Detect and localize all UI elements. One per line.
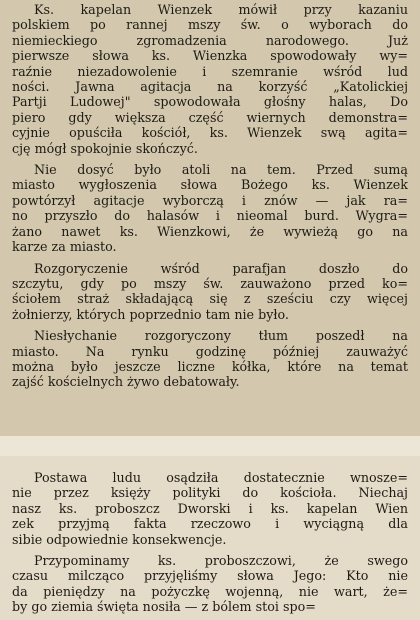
text-line: polskiem po rannej mszy św. o wyborach do <box>12 17 408 33</box>
text-line: niemieckiego zgromadzenia narodowego. Już <box>12 32 408 48</box>
text-line: karze za miasto. <box>12 239 117 255</box>
text-line: nie przez księży polityki do kościoła. Niechaj <box>12 485 408 501</box>
text-line: żano nawet ks. Wienzkowi, że wywieżą go na <box>12 223 408 239</box>
text-line: da pieniędzy na pożyczkę wojenną, nie wart, że= <box>12 583 408 599</box>
text-line: powtórzył agitacje wyborczą i znów — jak ra= <box>12 192 408 208</box>
text-line: czasu milcząco przyjęliśmy słowa Jego: Kto nie <box>12 568 408 584</box>
text-line: Partji Ludowej" spowodowała głośny halas, Do <box>12 94 408 110</box>
text-line: zajść kościelnych żywo debatowały. <box>12 374 240 390</box>
text-line: ściołem straż składającą się z sześciu czy więcej <box>12 291 408 307</box>
text-line: ności. Jawna agitacja na korzyść „Katolickiej <box>12 79 408 95</box>
text-line: Ks. kapelan Wienzek mówił przy kazaniu <box>34 2 408 17</box>
text-line: no przyszło do halasów i nieomal burd. Wygra= <box>12 208 408 224</box>
text-line: pierwsze słowa ks. Wienzka spowodowały wy= <box>12 48 408 64</box>
text-line: raźnie niezadowolenie i szemranie wśród lud <box>12 63 408 79</box>
text-line: można było jeszcze liczne kółka, które na temat <box>12 358 408 374</box>
text-line: Niesłychanie rozgoryczony tłum poszedł na <box>34 328 408 344</box>
text-line: nasz ks. proboszcz Dworski i ks. kapelan Wien <box>12 500 408 516</box>
text-line: sibie odpowiednie konsekwencje. <box>12 531 227 547</box>
text-line: szczytu, gdy po mszy św. zauważono przed ko= <box>12 275 408 291</box>
text-line: zek przyjmą fakta rzeczowo i wyciągną dla <box>12 516 408 532</box>
text-line: miasto wygłoszenia słowa Bożego ks. Wienzek <box>12 177 408 193</box>
clipping-gap <box>0 436 420 456</box>
text-line: piero gdy większa część wiernych demonstra= <box>12 109 408 125</box>
text-line: Postawa ludu osądziła dostatecznie wnosze= <box>34 470 408 485</box>
text-line: Nie dosyć było atoli na tem. Przed sumą <box>34 162 408 178</box>
article-top-column <box>12 2 408 390</box>
text-line: cję mógł spokojnie skończyć. <box>12 140 198 156</box>
text-line: żołnierzy, których poprzednio tam nie było. <box>12 306 289 322</box>
article-bottom-column <box>12 470 408 615</box>
text-line: Przypominamy ks. proboszczowi, że swego <box>34 553 408 569</box>
text-line: by go ziemia święta nosiła — z bólem stoi spo= <box>12 599 316 615</box>
text-line: cyjnie opuściła kościół, ks. Wienzek swą agita= <box>12 125 408 141</box>
text-line: Rozgoryczenie wśród parafjan doszło do <box>34 260 408 276</box>
text-line: miasto. Na rynku godzinę później zauważyć <box>12 343 408 359</box>
